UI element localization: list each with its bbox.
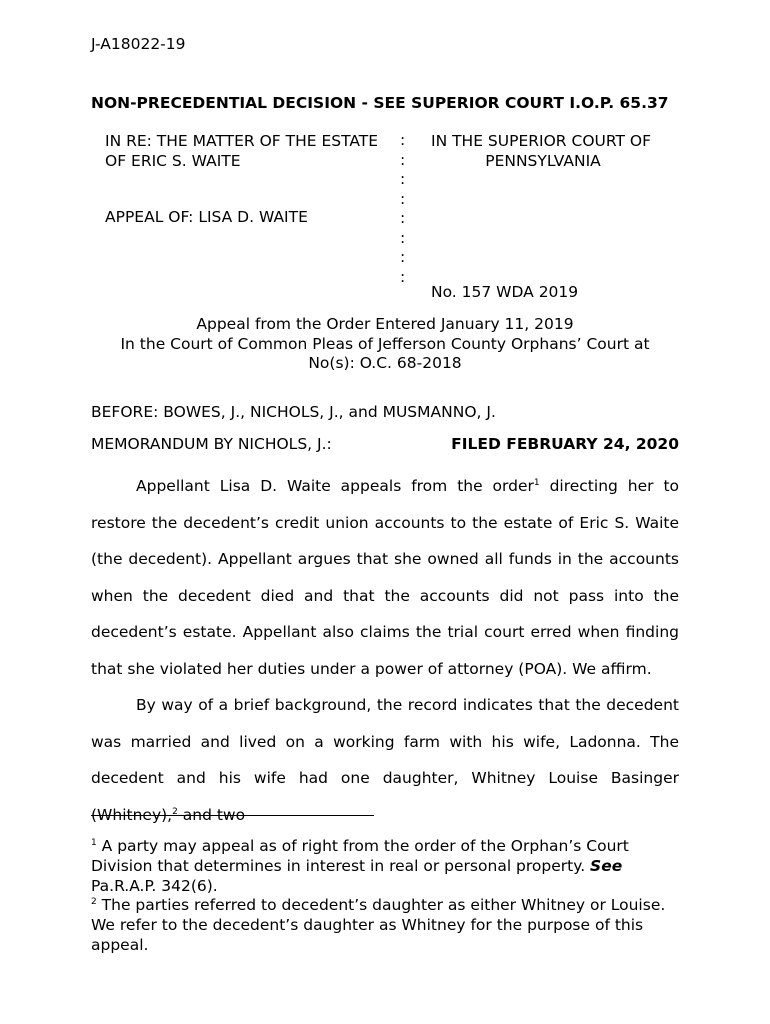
caption-colon: : bbox=[400, 189, 406, 208]
see-signal: See bbox=[590, 857, 623, 875]
footnote-ref-2[interactable]: 2 bbox=[172, 806, 178, 817]
caption-colon: : bbox=[400, 248, 406, 266]
caption-colon: : bbox=[400, 131, 406, 149]
appeal-line3: No(s): O.C. 68-2018 bbox=[308, 354, 462, 372]
footnote-ref-1[interactable]: 1 bbox=[533, 477, 540, 488]
footnote-1: $^1$ A party may appeal as of right from the order of the Orphan’s Court Division that determines in interest in real or personal property. See Pa.R.A.P. 342(6). bbox=[91, 837, 629, 895]
caption-colon-column bbox=[400, 131, 405, 287]
caption-colon: : bbox=[400, 267, 406, 286]
footnote-2: $^2$ The parties referred to decedent’s daughter as either Whitney or Louise. We refer to the decedent’s daughter as Whitney for the purpose of this appeal. bbox=[91, 896, 666, 954]
caption-estate-line2: OF ERIC S. WAITE bbox=[105, 152, 241, 170]
appeal-line1: Appeal from the Order Entered January 11, 2019 bbox=[196, 315, 574, 333]
court-name-line2: PENNSYLVANIA bbox=[485, 152, 601, 170]
caption-colon: : bbox=[400, 150, 406, 169]
appeal-info bbox=[91, 315, 679, 374]
memorandum-author: MEMORANDUM BY NICHOLS, J.: bbox=[91, 435, 332, 453]
footnote-mark-1: 1 bbox=[91, 837, 97, 848]
caption-colon: : bbox=[400, 228, 406, 247]
docket-number: No. 157 WDA 2019 bbox=[431, 283, 579, 301]
opinion-body bbox=[91, 468, 679, 833]
caption-colon: : bbox=[400, 209, 406, 227]
court-name-line1: IN THE SUPERIOR COURT OF bbox=[431, 132, 652, 150]
docket-id: J-A18022-19 bbox=[91, 35, 186, 53]
paragraph-1: Appellant Lisa D. Waite appeals from the order$^1$ directing her to restore the decedent’s credit union accounts to the estate of Eric S. Waite (the decedent). Appellant argues that she owned all funds in the accounts when the decedent died and that the accounts did not pass into the decedent’s estate. Appellant also claims the trial court erred when finding that she violated her duties under a power of attorney (POA). We affirm. bbox=[91, 477, 680, 678]
footnote-divider bbox=[91, 815, 374, 816]
caption-appellant: APPEAL OF: LISA D. WAITE bbox=[105, 208, 308, 226]
caption-colon: : bbox=[400, 170, 406, 188]
caption-left bbox=[105, 131, 378, 227]
caption-right bbox=[431, 131, 655, 171]
paragraph-2: By way of a brief background, the record indicates that the decedent was married and lived on a working farm with his wife, Ladonna. The decedent and his wife had one daughter, Whitney Louise Basinger (Whitney),$^2$ and two bbox=[91, 696, 679, 824]
panel-judges: BEFORE: BOWES, J., NICHOLS, J., and MUSMANNO, J. bbox=[91, 403, 496, 421]
footnote-mark-2: 2 bbox=[91, 896, 97, 907]
filed-date: FILED FEBRUARY 24, 2020 bbox=[451, 435, 679, 453]
appeal-line2: In the Court of Common Pleas of Jefferson County Orphans’ Court at bbox=[120, 334, 650, 353]
non-precedential-banner: NON-PRECEDENTIAL DECISION - SEE SUPERIOR COURT I.O.P. 65.37 bbox=[91, 94, 669, 112]
caption-estate-line1: IN RE: THE MATTER OF THE ESTATE bbox=[105, 132, 379, 150]
